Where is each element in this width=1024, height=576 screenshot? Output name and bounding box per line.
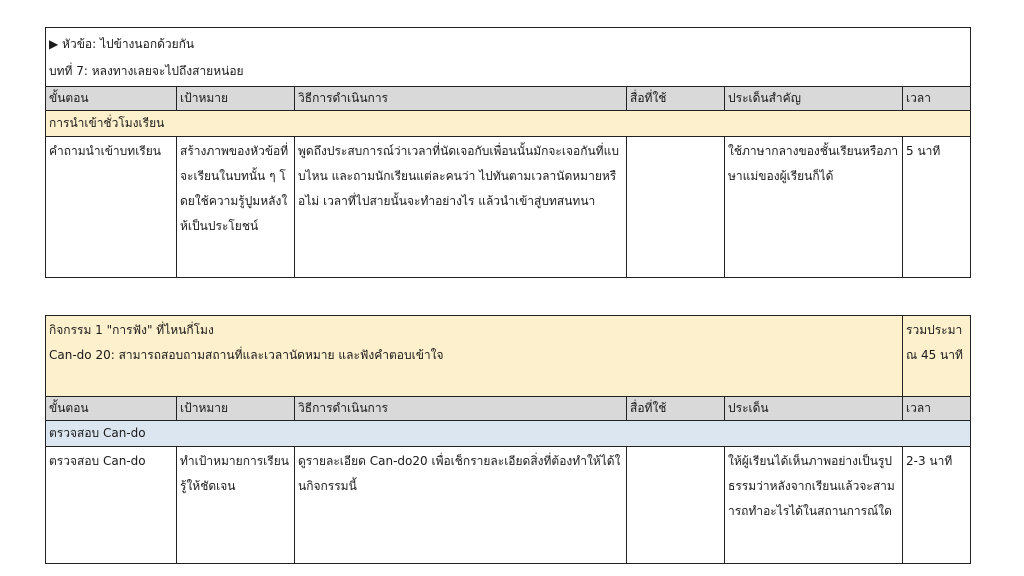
header-step: ขั้นตอน — [46, 397, 177, 421]
header-time: เวลา — [903, 397, 971, 421]
activity-title: กิจกรรม 1 "การฟัง" ที่ไหนกี่โมง — [49, 323, 214, 337]
cell-points: ให้ผู้เรียนได้เห็นภาพอย่างเป็นรูปธรรมว่าหลังจากเรียนแล้วจะสามารถทำอะไรได้ในสถานการณ์ใด — [725, 447, 903, 564]
cando-description: Can-do 20: สามารถสอบถามสถานที่และเวลานัดหมาย และฟังคำตอบเข้าใจ — [49, 348, 444, 362]
cell-step: ตรวจสอบ Can-do — [46, 447, 177, 564]
table-header-row — [46, 397, 971, 421]
header-time: เวลา — [903, 87, 971, 111]
activity-info — [46, 316, 903, 397]
header-media: สื่อที่ใช้ — [627, 397, 725, 421]
total-time: รวมประมาณ 45 นาที — [903, 316, 971, 397]
header-method: วิธีการดำเนินการ — [295, 397, 627, 421]
table-header-row — [46, 87, 971, 111]
cell-media — [627, 447, 725, 564]
cell-time: 2-3 นาที — [903, 447, 971, 564]
cell-goal: ทำเป้าหมายการเรียนรู้ให้ชัดเจน — [177, 447, 295, 564]
phase-label: ตรวจสอบ Can-do — [46, 421, 971, 447]
topic-title: ▶ หัวข้อ: ไปข้างนอกด้วยกัน — [46, 28, 971, 60]
header-media: สื่อที่ใช้ — [627, 87, 725, 111]
cell-step: คำถามนำเข้าบทเรียน — [46, 137, 177, 278]
phase-label: การนำเข้าชั่วโมงเรียน — [46, 111, 971, 137]
header-key-points: ประเด็นสำคัญ — [725, 87, 903, 111]
lesson-plan-table-intro — [45, 27, 971, 278]
cell-key-points: ใช้ภาษากลางของชั้นเรียนหรือภาษาแม่ของผู้เรียนก็ได้ — [725, 137, 903, 278]
cell-time: 5 นาที — [903, 137, 971, 278]
lesson-plan-table-activity — [45, 315, 971, 564]
header-goal: เป้าหมาย — [177, 87, 295, 111]
cell-method: ดูรายละเอียด Can-do20 เพื่อเช็กรายละเอียดสิ่งที่ต้องทำให้ได้ในกิจกรรมนี้ — [295, 447, 627, 564]
table-row — [46, 137, 971, 278]
header-goal: เป้าหมาย — [177, 397, 295, 421]
header-method: วิธีการดำเนินการ — [295, 87, 627, 111]
header-points: ประเด็น — [725, 397, 903, 421]
cell-goal: สร้างภาพของหัวข้อที่จะเรียนในบทนั้น ๆ โดยใช้ความรู้ปูมหลังให้เป็นประโยชน์ — [177, 137, 295, 278]
cell-method: พูดถึงประสบการณ์ว่าเวลาที่นัดเจอกับเพื่อนนั้นมักจะเจอกันที่แบบไหน และถามนักเรียนแต่ละคนว่า ไปทันตามเวลานัดหมายหรือไม่ เวลาที่ไปสายนั้นจะทำอย่างไร แล้วนำเข้าสู่บทสนทนา — [295, 137, 627, 278]
table-row — [46, 447, 971, 564]
cell-media — [627, 137, 725, 278]
lesson-title: บทที่ 7: หลงทางเลยจะไปถึงสายหน่อย — [46, 59, 971, 87]
header-step: ขั้นตอน — [46, 87, 177, 111]
